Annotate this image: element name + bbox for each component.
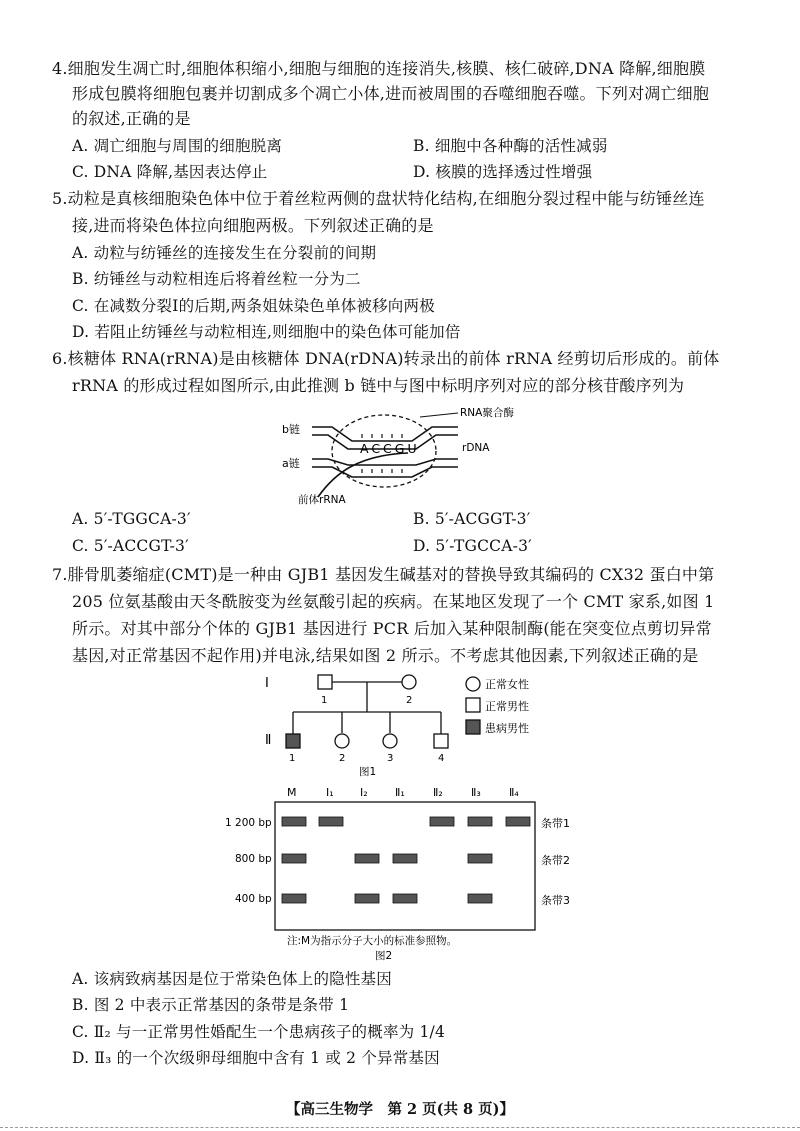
bottom-divider xyxy=(0,1127,800,1128)
legend-normal-female-label: 正常女性 xyxy=(485,678,529,691)
lane-header-m: M xyxy=(287,786,297,799)
gen2-number-3: 3 xyxy=(387,753,394,764)
q5-stem-line-2: 接,进而将染色体拉向细胞两极。下列叙述正确的是 xyxy=(72,216,434,235)
generation-2-label: Ⅱ xyxy=(265,733,272,748)
q4-option-d: D. 核膜的选择透过性增强 xyxy=(413,163,593,181)
q7-option-a: A. 该病致病基因是位于常染色体上的隐性基因 xyxy=(72,970,392,988)
lane-header-i2: Ⅰ₂ xyxy=(360,786,368,799)
legend-normal-male-label: 正常男性 xyxy=(485,700,529,713)
q4-stem-line-3: 的叙述,正确的是 xyxy=(72,109,191,128)
q4-stem-line-2: 形成包膜将细胞包裹并切割成多个凋亡小体,进而被周围的吞噬细胞吞噬。下列对凋亡细胞 xyxy=(72,84,710,103)
gel-frame xyxy=(275,802,535,930)
legend-affected-male-symbol xyxy=(466,720,480,734)
q4-stem-line-1: 4.细胞发生凋亡时,细胞体积缩小,细胞与细胞的连接消失,核膜、核仁破碎,DNA 降解,细胞膜 xyxy=(52,59,706,78)
gen1-individual-1-normal-male xyxy=(318,675,332,689)
legend-normal-male-symbol xyxy=(466,698,480,712)
gen2-individual-2-normal-female xyxy=(335,734,349,748)
q7-option-d: D. Ⅱ₃ 的一个次级卵母细胞中含有 1 或 2 个异常基因 xyxy=(72,1049,440,1067)
lane-header-ii2: Ⅱ₂ xyxy=(433,786,443,799)
gel-figure xyxy=(225,780,595,962)
gel-lane-headers xyxy=(287,786,519,799)
band-ii1-400 xyxy=(393,894,417,903)
gen2-number-2: 2 xyxy=(339,753,346,764)
q5-stem-line-1: 5.动粒是真核细胞染色体中位于着丝粒两侧的盘状特化结构,在细胞分裂过程中能与纺锤丝连 xyxy=(52,189,705,208)
lane-header-i1: Ⅰ₁ xyxy=(326,786,334,799)
q4-option-a: A. 凋亡细胞与周围的细胞脱离 xyxy=(72,137,283,155)
band-i2-800 xyxy=(355,854,379,863)
gen2-individual-3-normal-female xyxy=(383,734,397,748)
q4-option-b: B. 细胞中各种酶的活性减弱 xyxy=(413,137,608,155)
gen2-individual-4-normal-male xyxy=(434,734,448,748)
legend-normal-female-symbol xyxy=(466,677,480,691)
gen2-individual-1-affected-male xyxy=(286,734,300,748)
gel-bands xyxy=(282,817,530,903)
q7-option-c: C. Ⅱ₂ 与一正常男性婚配生一个患病孩子的概率为 1/4 xyxy=(72,1023,446,1041)
q7-stem-line-1: 7.腓骨肌萎缩症(CMT)是一种由 GJB1 基因发生碱基对的替换导致其编码的 CX32 蛋白中第 xyxy=(52,565,715,584)
gen1-number-2: 2 xyxy=(406,695,413,706)
band-ii4-1200 xyxy=(506,817,530,826)
legend-affected-male-label: 患病男性 xyxy=(485,722,529,735)
q5-option-c: C. 在减数分裂Ⅰ的后期,两条姐妹染色单体被移向两极 xyxy=(72,297,435,315)
rna-sequence-label: ACCGU xyxy=(360,441,420,456)
q4-option-c: C. DNA 降解,基因表达停止 xyxy=(72,163,268,181)
figure-1-caption: 图1 xyxy=(359,766,377,778)
q7-stem-line-4: 基因,对正常基因不起作用)并电泳,结果如图 2 所示。不考虑其他因素,下列叙述正确的是 xyxy=(72,646,699,665)
q6-option-c: C. 5′-ACCGT-3′ xyxy=(72,537,189,555)
lane-header-ii3: Ⅱ₃ xyxy=(471,786,481,799)
gen2-number-4: 4 xyxy=(438,753,445,764)
q6-stem-line-2: rRNA 的形成过程如图所示,由此推测 b 链中与图中标明序列对应的部分核苷酸序列为 xyxy=(72,376,685,395)
band-i1-1200 xyxy=(319,817,343,826)
q6-option-d: D. 5′-TGCCA-3′ xyxy=(413,537,532,555)
a-strand-label: a链 xyxy=(282,457,300,470)
q6-stem-line-1: 6.核糖体 RNA(rRNA)是由核糖体 DNA(rDNA)转录出的前体 rRNA 经剪切后形成的。前体 xyxy=(52,349,720,368)
q6-option-b: B. 5′-ACGGT-3′ xyxy=(413,510,531,528)
q5-option-a: A. 动粒与纺锤丝的连接发生在分裂前的间期 xyxy=(72,244,377,262)
band-ii2-1200 xyxy=(430,817,454,826)
band-m-800 xyxy=(282,854,306,863)
band-label-3: 条带3 xyxy=(541,894,570,907)
band-m-400 xyxy=(282,894,306,903)
size-label-1200: 1 200 bp xyxy=(225,817,272,829)
band-ii3-400 xyxy=(468,894,492,903)
pedigree-figure xyxy=(255,670,575,782)
figure-2-caption: 图2 xyxy=(375,950,393,962)
a-strand-lower-line xyxy=(312,467,458,477)
band-ii3-1200 xyxy=(468,817,492,826)
enzyme-pointer-line xyxy=(420,413,458,417)
lane-header-ii1: Ⅱ₁ xyxy=(395,786,405,799)
q6-option-a: A. 5′-TGGCA-3′ xyxy=(72,510,191,528)
gen2-number-1: 1 xyxy=(289,753,296,764)
q7-option-b: B. 图 2 中表示正常基因的条带是条带 1 xyxy=(72,996,350,1014)
b-strand-label: b链 xyxy=(282,423,300,436)
q5-option-d: D. 若阻止纺锤丝与动粒相连,则细胞中的染色体可能加倍 xyxy=(72,323,461,341)
lane-header-ii4: Ⅱ₄ xyxy=(509,786,519,799)
q7-stem-line-3: 所示。对其中部分个体的 GJB1 基因进行 PCR 后加入某种限制酶(能在突变位点剪切异常 xyxy=(72,619,712,638)
band-ii1-800 xyxy=(393,854,417,863)
q5-option-b: B. 纺锤丝与动粒相连后将着丝粒一分为二 xyxy=(72,270,361,288)
transcription-figure xyxy=(280,405,540,505)
size-label-400: 400 bp xyxy=(235,893,272,905)
pre-rrna-label: 前体rRNA xyxy=(298,494,346,505)
rna-polymerase-label: RNA聚合酶 xyxy=(460,407,514,419)
gel-note: 注:M为指示分子大小的标准参照物。 xyxy=(287,935,458,947)
gen1-number-1: 1 xyxy=(321,695,328,706)
band-label-2: 条带2 xyxy=(541,854,570,867)
gen1-individual-2-normal-female xyxy=(402,675,416,689)
page-footer: 【高三生物学 第 2 页(共 8 页)】 xyxy=(285,1101,515,1118)
rdna-label: rDNA xyxy=(462,442,490,454)
band-ii3-800 xyxy=(468,854,492,863)
band-i2-400 xyxy=(355,894,379,903)
size-label-800: 800 bp xyxy=(235,853,272,865)
q7-stem-line-2: 205 位氨基酸由天冬酰胺变为丝氨酸引起的疾病。在某地区发现了一个 CMT 家系,如图 1 xyxy=(72,592,715,611)
band-label-1: 条带1 xyxy=(541,817,570,830)
band-m-1200 xyxy=(282,817,306,826)
generation-1-label: Ⅰ xyxy=(265,676,269,691)
